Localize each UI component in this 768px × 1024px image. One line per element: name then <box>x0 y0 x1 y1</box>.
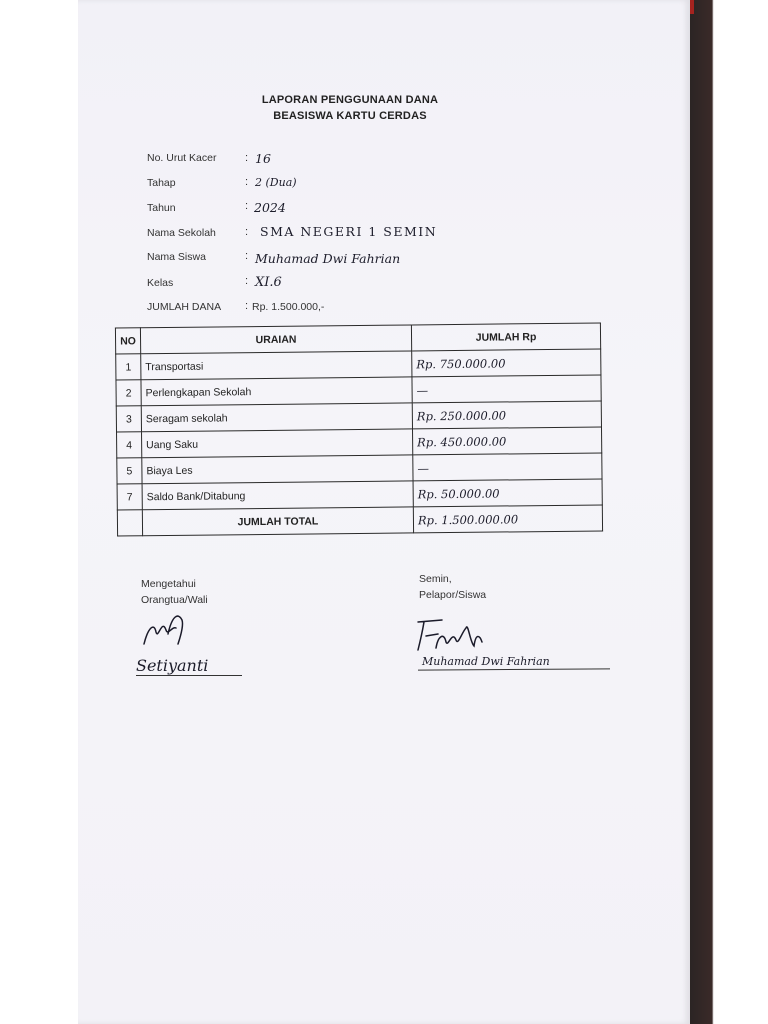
left-sig-line1: Mengetahui <box>141 578 196 590</box>
total-no-cell <box>117 510 142 536</box>
row-uraian: Biaya Les <box>142 455 413 484</box>
row-no: 4 <box>117 432 142 458</box>
row-no: 3 <box>116 406 141 432</box>
right-sig-name: Muhamad Dwi Fahrian <box>422 655 550 668</box>
left-sig-underline <box>136 675 242 676</box>
row-jumlah: Rp. 250.000.00 <box>412 401 601 429</box>
info-label-jumlah-dana: JUMLAH DANA <box>147 301 222 313</box>
left-sig-name: Setiyanti <box>136 656 209 675</box>
document-title-line1: LAPORAN PENGGUNAAN DANA <box>261 94 439 106</box>
info-colon: : <box>245 226 249 238</box>
info-colon: : <box>245 176 249 188</box>
info-value-nama-siswa: Muhamad Dwi Fahrian <box>255 251 401 266</box>
info-colon: : <box>245 275 249 287</box>
row-no: 2 <box>116 380 141 406</box>
row-uraian: Transportasi <box>141 351 412 380</box>
header-jumlah: JUMLAH Rp <box>411 323 600 351</box>
background-edge <box>688 0 768 1024</box>
left-signature-scribble <box>138 608 198 648</box>
row-uraian: Seragam sekolah <box>141 403 412 432</box>
info-label-tahun: Tahun <box>147 202 176 214</box>
info-label-kelas: Kelas <box>147 277 174 289</box>
total-label: JUMLAH TOTAL <box>142 507 413 536</box>
info-label-nama-sekolah: Nama Sekolah <box>147 227 216 239</box>
row-no: 7 <box>117 484 142 510</box>
info-value-kelas: XI.6 <box>255 275 282 290</box>
right-sig-line2: Pelapor/Siswa <box>419 589 487 601</box>
right-sig-line1: Semin, <box>419 573 452 585</box>
info-value-no-urut: 16 <box>255 151 271 166</box>
info-value-tahun: 2024 <box>254 200 286 215</box>
info-value-nama-sekolah: SMA NEGERI 1 SEMIN <box>260 224 438 239</box>
row-uraian: Saldo Bank/Ditabung <box>142 481 413 510</box>
info-colon: : <box>245 152 249 164</box>
info-colon: : <box>245 200 249 212</box>
row-no: 5 <box>117 458 142 484</box>
row-uraian: Perlengkapan Sekolah <box>141 377 412 406</box>
row-jumlah: — <box>412 375 601 403</box>
info-label-nama-siswa: Nama Siswa <box>147 251 206 263</box>
row-uraian: Uang Saku <box>142 429 413 458</box>
right-signature-scribble <box>412 612 492 656</box>
row-jumlah: Rp. 750.000.00 <box>412 349 601 377</box>
info-label-no-urut: No. Urut Kacer <box>147 152 217 164</box>
header-uraian: URAIAN <box>140 325 411 354</box>
row-jumlah: — <box>413 453 602 481</box>
left-sig-line2: Orangtua/Wali <box>141 594 208 606</box>
info-colon: : <box>245 300 249 312</box>
info-value-tahap: 2 (Dua) <box>255 176 297 189</box>
info-value-jumlah-dana: Rp. 1.500.000,- <box>252 301 325 313</box>
table-total-row <box>117 505 602 536</box>
row-jumlah: Rp. 450.000.00 <box>412 427 601 455</box>
header-no: NO <box>115 328 140 354</box>
total-value: Rp. 1.500.000.00 <box>413 505 602 533</box>
usage-table <box>115 322 603 536</box>
info-label-tahap: Tahap <box>147 177 176 189</box>
row-jumlah: Rp. 50.000.00 <box>413 479 602 507</box>
document-title-line2: BEASISWA KARTU CERDAS <box>273 110 427 122</box>
row-no: 1 <box>116 354 141 380</box>
info-colon: : <box>245 250 249 262</box>
